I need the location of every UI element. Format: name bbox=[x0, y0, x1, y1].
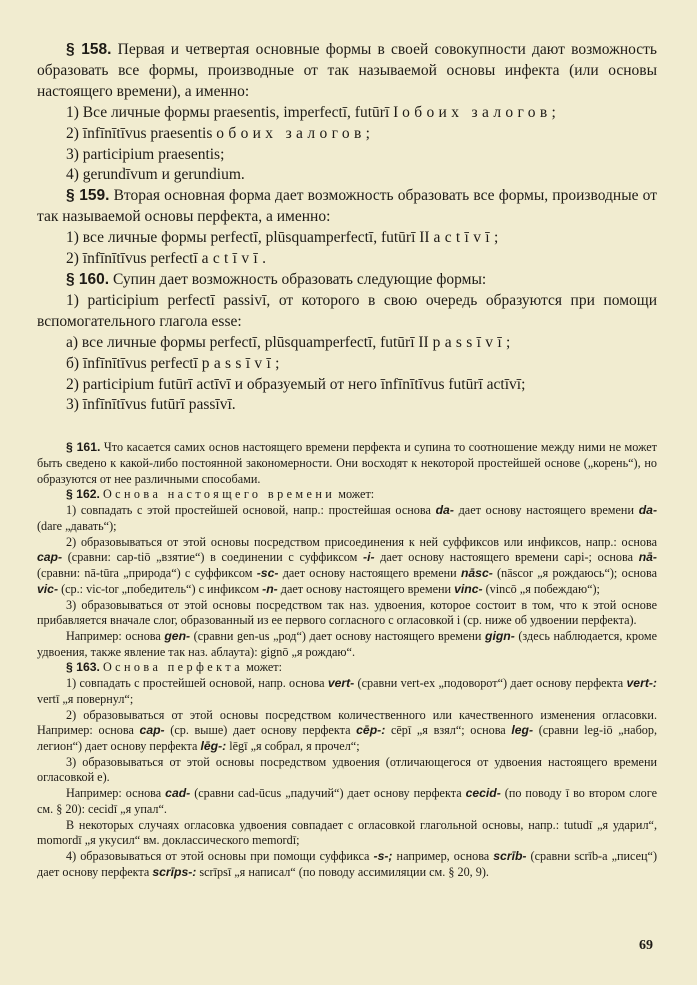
text-run: Супин дает возможность образовать следующие формы: bbox=[112, 270, 487, 288]
text-run: ; bbox=[493, 229, 499, 247]
section-number: § 158. bbox=[66, 41, 112, 58]
list-item bbox=[37, 249, 657, 270]
text-run: (сравни gen-us „род“) дает основу настоящего времени bbox=[190, 628, 486, 643]
section-number: § 162. bbox=[66, 487, 100, 502]
text-run: lēgī „я собрал, я прочел“; bbox=[226, 738, 360, 753]
stem-term: leg- bbox=[511, 723, 534, 738]
text-run: cēpī „я взял“; основа bbox=[385, 723, 512, 738]
stem-term: cap- bbox=[37, 550, 63, 565]
text-run: (ср. выше) дает основу перфекта bbox=[164, 723, 357, 738]
stem-term: da- bbox=[638, 503, 657, 518]
list-item bbox=[37, 228, 657, 249]
text-run: дает основу настоящего времени bbox=[453, 503, 639, 518]
text-run: (сравни: cap-tiō „взятие“) в соединении с суффиксом bbox=[62, 550, 364, 565]
text-run: passīvī bbox=[201, 354, 276, 372]
list-item bbox=[37, 629, 657, 660]
text-run: дает основу настоящего времени bbox=[278, 566, 461, 581]
stem-term: nā- bbox=[638, 550, 657, 565]
text-run: (nāscor „я рождаюсь“); основа bbox=[492, 566, 658, 581]
section-number: § 163. bbox=[66, 660, 100, 675]
text-run: ; bbox=[506, 333, 511, 351]
list-item bbox=[37, 333, 657, 354]
list-item bbox=[37, 124, 657, 145]
text-run: 1) совпадать с этой простейшей основой, напр.: простейшая основа bbox=[66, 503, 436, 518]
stem-term: gign- bbox=[485, 628, 515, 643]
paragraph-160 bbox=[37, 270, 657, 291]
list-item bbox=[37, 103, 657, 124]
list-item: 3) образовываться от этой основы посредством удвоения (отличающегося от удвоения настоящего времени огласовкой e). bbox=[37, 754, 657, 785]
text-run: (vincō „я побеждаю“); bbox=[482, 581, 600, 596]
list-item: 4) gerundīvum и gerundium. bbox=[66, 166, 245, 184]
text-run: (сравни cad-ūcus „падучий“) дает основу перфекта bbox=[190, 786, 466, 801]
paragraph-162 bbox=[37, 487, 657, 503]
stem-term: -i- bbox=[363, 550, 375, 565]
paragraph-159 bbox=[37, 186, 657, 228]
stem-term: scrīb- bbox=[493, 849, 527, 863]
section-number: § 161. bbox=[66, 440, 101, 455]
stem-term: vert- bbox=[327, 676, 355, 691]
text-run: 4) образовываться от этой основы при помощи суффикса bbox=[66, 849, 374, 863]
text-run: (по поводу ī во втором слоге см. § 20): cecidī „я упал“. bbox=[37, 786, 658, 816]
text-run: (здесь наблюдается, кроме удвоения, также явление так наз. аблаута): gignō „я рождаю“. bbox=[37, 628, 657, 659]
text-run: Что касается самих основ настоящего времени перфекта и супина то соотношение между ними не может быть сведено к какой-либо постоянной закономерности. Они восходят к некоторой простейшей основе („корень“), но образуются от нее различными способами. bbox=[37, 440, 657, 486]
text-run: passīvī bbox=[432, 333, 507, 351]
stem-term: cap- bbox=[139, 723, 165, 738]
stem-term: nāsc- bbox=[460, 566, 493, 581]
text-run: может: bbox=[243, 660, 282, 675]
text-run: 1) все личные формы perfectī, plūsquamperfectī, futūrī II bbox=[66, 229, 434, 247]
stem-term: -sc- bbox=[256, 566, 279, 581]
text-run: ; bbox=[365, 124, 370, 142]
text-run: Основа настоящего времени bbox=[102, 487, 336, 502]
text-run: Вторая основная форма дает возможность образовать все формы, производные от так называемой основы перфекта, а именно: bbox=[37, 187, 657, 226]
stem-term: lēg-: bbox=[200, 738, 227, 753]
text-run: 1) Все личные формы praesentis, imperfectī, futūrī I bbox=[66, 103, 403, 121]
text-run: дает основу настоящего времени capi-; основа bbox=[374, 550, 639, 565]
text-run: Основа перфекта bbox=[102, 660, 244, 675]
list-item bbox=[37, 503, 657, 534]
text-run: Например: основа bbox=[66, 786, 166, 801]
text-run: 2) īnfīnītīvus praesentis bbox=[66, 124, 217, 142]
text-run: а) все личные формы perfectī, plūsquamperfectī, futūrī II bbox=[66, 333, 433, 351]
stem-term: cecid- bbox=[465, 786, 501, 801]
list-item bbox=[37, 849, 657, 880]
paragraph-163 bbox=[37, 660, 657, 676]
list-item bbox=[37, 354, 657, 375]
text-run: . bbox=[262, 250, 266, 268]
list-item: 1) participium perfectī passivī, от которого в свою очередь образуются при помощи вспомогательного глагола esse: bbox=[37, 291, 657, 330]
list-item: 3) īnfīnītīvus futūrī passīvī. bbox=[66, 396, 236, 414]
list-item: 3) participium praesentis; bbox=[66, 145, 225, 163]
text-run: ; bbox=[551, 103, 556, 121]
stem-term: -n- bbox=[262, 581, 278, 596]
stem-term: gen- bbox=[164, 628, 191, 643]
text-run: 2) образовываться от этой основы посредством количественного или качественного изменения огласовки. Например: основа bbox=[37, 707, 657, 738]
stem-term: cēp-: bbox=[356, 723, 386, 738]
text-run: 1) совпадать с простейшей основой, напр. основа bbox=[66, 676, 328, 691]
list-item: В некоторых случаях огласовка удвоения совпадает с огласовкой глагольной основы, напр.: tutudī „я ударил“, momordī „я укусил“ вм. доклассического memordī; bbox=[37, 817, 657, 848]
text-run: обоих залогов bbox=[216, 124, 366, 142]
list-item: 2) participium futūrī actīvī и образуемый от него īnfīnītīvus futūrī actīvī; bbox=[66, 375, 526, 393]
text-run: Например: основа bbox=[66, 628, 165, 643]
list-item: 3) образовываться от этой основы посредством так наз. удвоения, которое состоит в том, что к этой основе прибавляется вначале слог, образованный из ее первого согласного с огласовкой i (ср. ниже об удвоении перфекта). bbox=[37, 597, 657, 628]
section-gap bbox=[37, 416, 657, 440]
text-run: 2) īnfīnītīvus perfectī bbox=[66, 250, 202, 268]
text-run: actīvī bbox=[433, 229, 494, 247]
page-number: 69 bbox=[639, 938, 653, 953]
stem-term: vic- bbox=[37, 581, 59, 596]
paragraph-158 bbox=[37, 40, 657, 103]
text-run: (ср.: vic-tor „победитель“) с инфиксом bbox=[58, 581, 263, 596]
text-run: 2) образовываться от этой основы посредством присоединения к ней суффиксов или инфиксов, напр.: основа bbox=[66, 534, 657, 549]
list-item bbox=[37, 708, 657, 755]
text-run: ; bbox=[275, 354, 280, 372]
text-run: (сравни vert-ex „подоворот“) дает основу перфекта bbox=[354, 676, 627, 691]
list-item bbox=[37, 676, 657, 707]
paragraph-161 bbox=[37, 440, 657, 487]
list-item bbox=[37, 786, 657, 817]
text-run: vertī „я повернул“; bbox=[37, 691, 134, 706]
section-number: § 159. bbox=[66, 187, 110, 205]
stem-term: cad- bbox=[165, 786, 191, 801]
text-run: например, основа bbox=[392, 849, 494, 863]
text-run: дает основу настоящего времени bbox=[277, 581, 455, 596]
text-run: Первая и четвертая основные формы в своей совокупности дают возможность образовать все формы, производные от так называемой основы инфекта (или основы настоящего времени), а именно: bbox=[37, 41, 658, 100]
text-run: scrīpsī „я написал“ (по поводу ассимиляции см. § 20, 9). bbox=[196, 864, 489, 879]
text-run: (сравни: nā-tūra „природа“) с суффиксом bbox=[37, 566, 257, 581]
text-run: (сравни leg-iō „набор, легион“) дает основу перфекта bbox=[37, 723, 657, 753]
text-run: actīvī bbox=[201, 250, 263, 268]
stem-term: vert-: bbox=[626, 676, 657, 691]
stem-term: da- bbox=[435, 503, 454, 518]
list-item bbox=[37, 535, 657, 598]
text-run: (сравни scrīb-a „писец“) дает основу перфекта bbox=[37, 849, 657, 879]
stem-term: -s-; bbox=[373, 849, 393, 863]
text-run: обоих залогов bbox=[402, 103, 552, 121]
stem-term: vinc- bbox=[454, 581, 483, 596]
stem-term: scrīps-: bbox=[152, 864, 197, 879]
section-number: § 160. bbox=[66, 270, 110, 288]
text-run: б) īnfīnītīvus perfectī bbox=[66, 354, 202, 372]
text-run: может: bbox=[335, 487, 375, 502]
upper-text bbox=[37, 40, 657, 416]
text-run: (dare „давать“); bbox=[37, 518, 117, 533]
lower-text bbox=[37, 440, 657, 880]
